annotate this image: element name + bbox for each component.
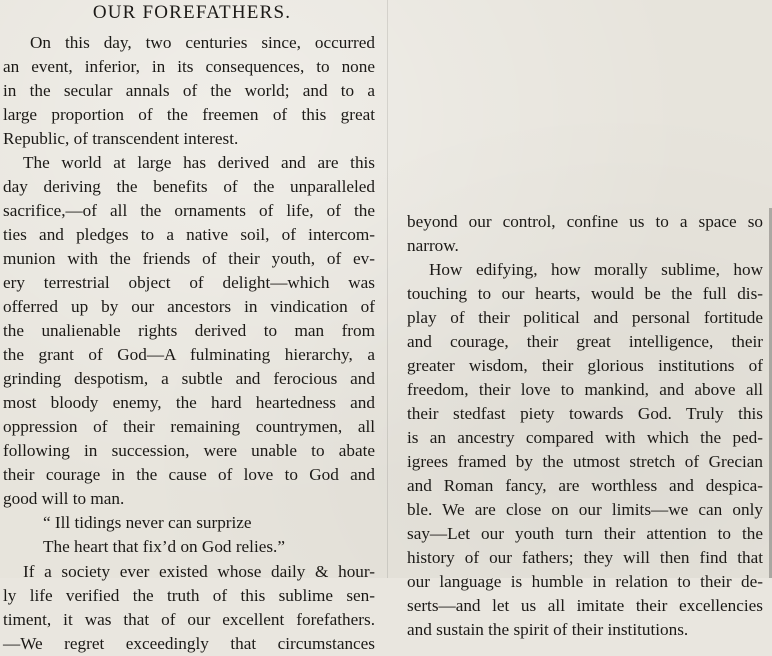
paragraph-line: igrees framed by the utmost stretch of Grecian — [407, 452, 763, 471]
paragraph-line: sacrifice,—of all the ornaments of life, of the — [3, 201, 375, 220]
left-column — [0, 0, 384, 653]
paragraph-line: The world at large has derived and are this — [23, 153, 375, 172]
paragraph-line: greater wisdom, their glorious institutions of — [407, 356, 763, 375]
paragraph-line: freedom, their love to mankind, and above all — [407, 380, 763, 399]
paragraph-line: grinding despotism, a subtle and ferocious and — [3, 369, 375, 388]
paragraph-line: ery terrestrial object of delight—which was — [3, 273, 375, 292]
paragraph-line: munion with the friends of their youth, of ev- — [3, 249, 375, 268]
quote-line: “ Ill tidings never can surprize — [43, 513, 252, 532]
right-column — [392, 208, 772, 639]
paragraph-line: timent, it was that of our excellent forefathers. — [3, 610, 375, 629]
paragraph-line: —We regret exceedingly that circumstances — [3, 634, 375, 653]
paragraph-line: the unalienable rights derived to man from — [3, 321, 375, 340]
paragraph-line: most bloody enemy, the hard heartedness and — [3, 393, 375, 412]
paragraph-line: an event, inferior, in its consequences, to none — [3, 57, 375, 76]
article-title: OUR FOREFATHERS. — [92, 2, 292, 23]
paragraph-line: our language is humble in relation to their de- — [407, 572, 763, 591]
paragraph-line: touching to our hearts, would be the full dis- — [407, 284, 763, 303]
column-divider — [387, 0, 388, 578]
paragraph-line: following in succession, were unable to abate — [3, 441, 375, 460]
paragraph-line: their stedfast piety towards God. Truly this — [407, 404, 763, 423]
paragraph-line: the grant of God—A fulminating hierarchy, a — [3, 345, 375, 364]
paragraph-line: play of their political and personal fortitude — [407, 308, 763, 327]
paragraph-line: On this day, two centuries since, occurred — [30, 33, 375, 52]
paragraph-line: narrow. — [407, 236, 459, 255]
paragraph-line: and courage, their great intelligence, their — [407, 332, 763, 351]
paragraph-line: and sustain the spirit of their institutions. — [407, 620, 689, 639]
paragraph-line: ly life verified the truth of this sublime sen- — [3, 586, 375, 605]
quote-line: The heart that fix’d on God relies.” — [43, 537, 285, 556]
paragraph-line: large proportion of the freemen of this great — [3, 105, 375, 124]
paragraph-line: oppression of their remaining countrymen, all — [3, 417, 375, 436]
paragraph-line: If a society ever existed whose daily & hour- — [23, 562, 375, 581]
paragraph-line: history of our fathers; they will then find that — [407, 548, 763, 567]
paragraph-line: How edifying, how morally sublime, how — [429, 260, 763, 279]
paragraph-line: Republic, of transcendent interest. — [3, 129, 239, 148]
paragraph-line: their courage in the cause of love to God and — [3, 465, 375, 484]
paragraph-line: ble. We are close on our limits—we can only — [407, 500, 763, 519]
paragraph-line: offerred up by our ancestors in vindication of — [3, 297, 375, 316]
paragraph-line: and Roman fancy, are worthless and despica- — [407, 476, 763, 495]
paragraph-line: is an ancestry compared with which the ped- — [407, 428, 763, 447]
paragraph-line: say—Let our youth turn their attention to the — [407, 524, 763, 543]
paragraph-line: beyond our control, confine us to a space so — [407, 212, 763, 231]
paragraph-line: in the secular annals of the world; and to a — [3, 81, 375, 100]
paragraph-line: ties and pledges to a native soil, of intercom- — [3, 225, 375, 244]
paragraph-line: day deriving the benefits of the unparalleled — [3, 177, 375, 196]
paragraph-line: good will to man. — [3, 489, 125, 508]
paragraph-line: serts—and let us all imitate their excellencies — [407, 596, 763, 615]
